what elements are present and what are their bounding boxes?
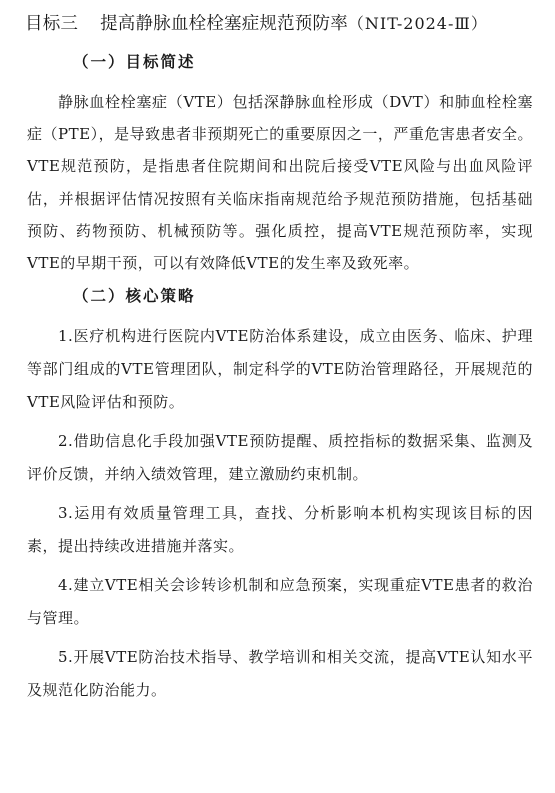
goal-code: （NIT-2024-Ⅲ）: [347, 14, 488, 33]
strategy-item: 3.运用有效质量管理工具，查找、分析影响本机构实现该目标的因素，提出持续改进措施并落实。: [27, 504, 533, 556]
goal-title: 提高静脉血栓栓塞症规范预防率: [100, 14, 348, 34]
section-heading-overview: （一）目标简述: [73, 53, 196, 71]
section-heading-strategies: （二）核心策略: [73, 287, 196, 306]
section-strategies: [27, 284, 533, 707]
page-title: [25, 10, 533, 38]
strategy-item: 4.建立VTE相关会诊转诊机制和应急预案，实现重症VTE患者的救治与管理。: [27, 576, 533, 628]
strategy-item: 5.开展VTE防治技术指导、教学培训和相关交流，提高VTE认知水平及规范化防治能力。: [27, 648, 533, 700]
overview-paragraph: 静脉血栓栓塞症（VTE）包括深静脉血栓形成（DVT）和肺血栓栓塞症（PTE），是导致患者非预期死亡的重要原因之一，严重危害患者安全。VTE规范预防，是指患者住院期间和出院后接受VTE风险与出血风险评估，并根据评估情况按照有关临床指南规范给予规范预防措施，包括基础预防、药物预防、机械预防等。强化质控，提高VTE规范预防率，实现VTE的早期干预，可以有效降低VTE的发生率及致死率。: [27, 93, 533, 273]
strategy-item: 1.医疗机构进行医院内VTE防治体系建设，成立由医务、临床、护理等部门组成的VTE管理团队，制定科学的VTE防治管理路径，开展规范的VTE风险评估和预防。: [27, 327, 533, 412]
strategy-item: 2.借助信息化手段加强VTE预防提醒、质控指标的数据采集、监测及评价反馈，并纳入绩效管理，建立激励约束机制。: [27, 432, 533, 484]
section-overview: [27, 50, 533, 279]
goal-number: 目标三: [25, 14, 79, 34]
